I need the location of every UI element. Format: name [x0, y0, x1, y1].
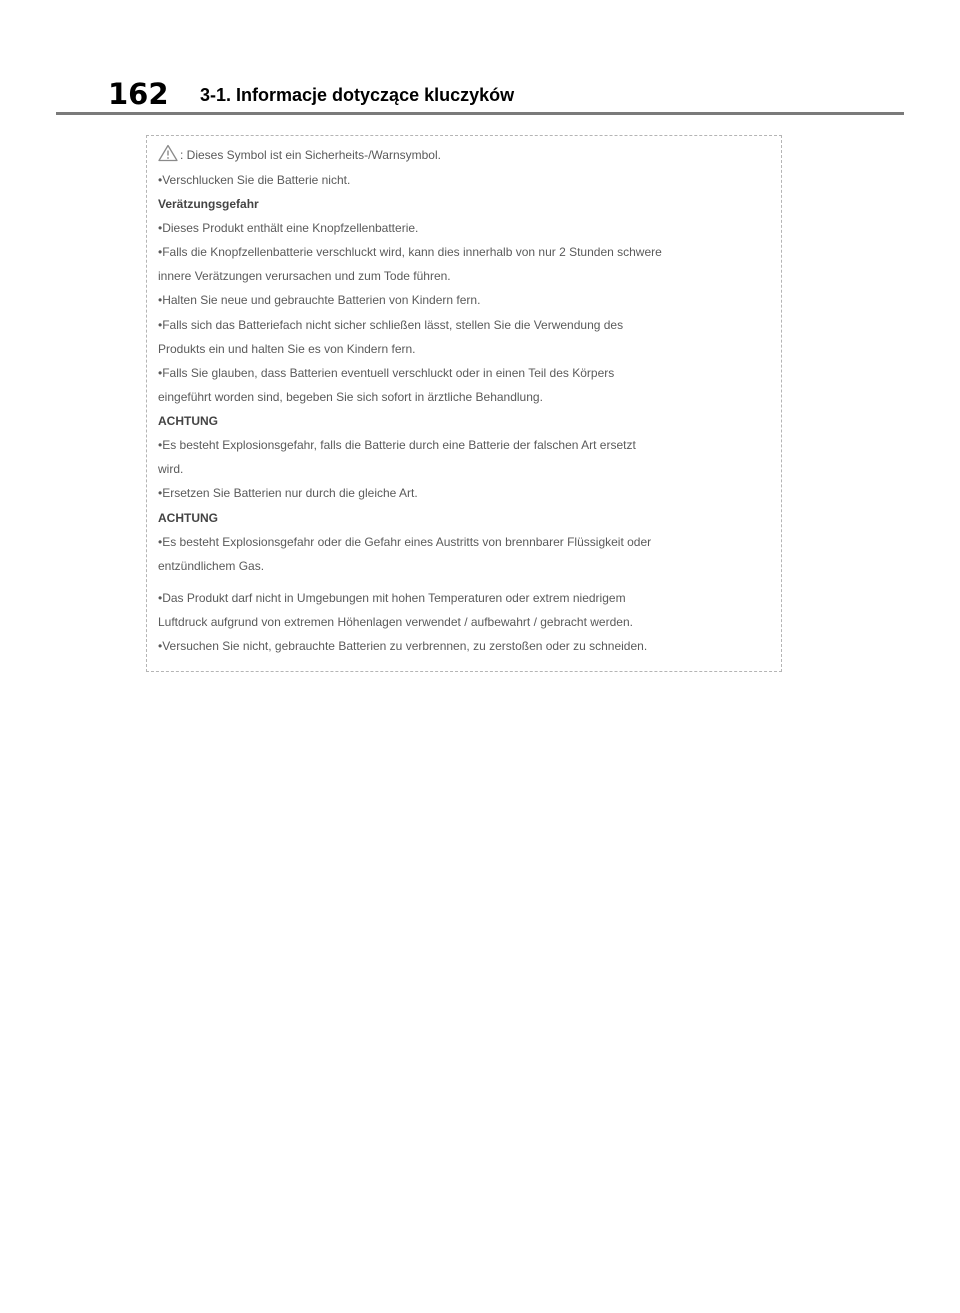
- page-number: 162: [108, 77, 169, 111]
- section-title: 3-1. Informacje dotyczące kluczyków: [200, 85, 515, 105]
- warning-heading: ACHTUNG: [158, 414, 218, 428]
- warning-line: •Dieses Produkt enthält eine Knopfzellenbatterie.: [158, 221, 419, 235]
- warning-line: : Dieses Symbol ist ein Sicherheits-/Warnsymbol.: [180, 148, 441, 162]
- battery-warning-box: [146, 135, 782, 672]
- warning-heading: ACHTUNG: [158, 511, 218, 525]
- warning-line: •Falls Sie glauben, dass Batterien eventuell verschluckt oder in einen Teil des Körpers: [158, 366, 615, 380]
- warning-line-symbol: [158, 144, 441, 166]
- warning-line: Luftdruck aufgrund von extremen Höhenlagen verwendet / aufbewahrt / gebracht werden.: [158, 615, 633, 629]
- warning-triangle-icon: [158, 144, 178, 166]
- warning-line: Produkts ein und halten Sie es von Kindern fern.: [158, 342, 416, 356]
- warning-line: •Es besteht Explosionsgefahr, falls die Batterie durch eine Batterie der falschen Art ersetzt: [158, 438, 636, 452]
- warning-line: •Es besteht Explosionsgefahr oder die Gefahr eines Austritts von brennbarer Flüssigkeit oder: [158, 535, 652, 549]
- warning-line: wird.: [158, 462, 184, 476]
- warning-line: •Falls sich das Batteriefach nicht sicher schließen lässt, stellen Sie die Verwendung des: [158, 318, 624, 332]
- warning-line: entzündlichem Gas.: [158, 559, 265, 573]
- warning-line: •Ersetzen Sie Batterien nur durch die gleiche Art.: [158, 486, 418, 500]
- header-divider: [56, 112, 904, 115]
- warning-line: innere Verätzungen verursachen und zum Tode führen.: [158, 269, 451, 283]
- warning-line: •Versuchen Sie nicht, gebrauchte Batterien zu verbrennen, zu zerstoßen oder zu schneiden.: [158, 639, 648, 653]
- warning-line: •Falls die Knopfzellenbatterie verschluckt wird, kann dies innerhalb von nur 2 Stunden schwere: [158, 245, 662, 259]
- warning-heading: Verätzungsgefahr: [158, 197, 259, 211]
- warning-line: •Verschlucken Sie die Batterie nicht.: [158, 173, 351, 187]
- warning-line: eingeführt worden sind, begeben Sie sich sofort in ärztliche Behandlung.: [158, 390, 543, 404]
- warning-line: •Halten Sie neue und gebrauchte Batterien von Kindern fern.: [158, 293, 481, 307]
- warning-line: •Das Produkt darf nicht in Umgebungen mit hohen Temperaturen oder extrem niedrigem: [158, 591, 626, 605]
